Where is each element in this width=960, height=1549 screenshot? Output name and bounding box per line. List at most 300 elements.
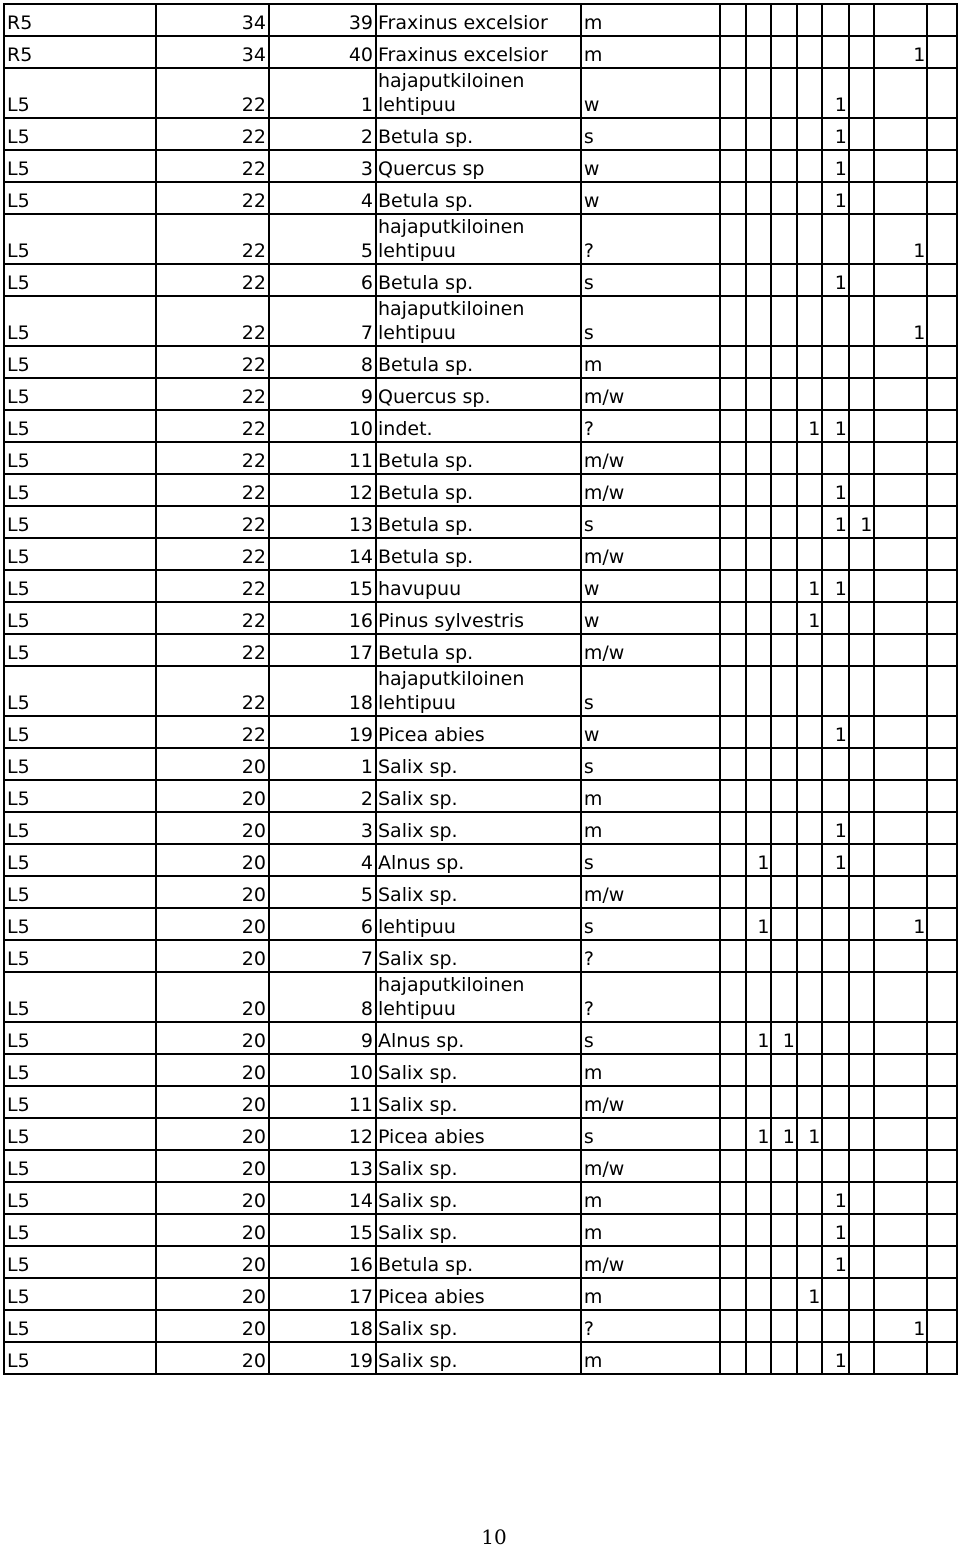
flag-cell-1 xyxy=(720,214,745,264)
species-cell: Alnus sp. xyxy=(376,844,581,876)
plot-cell: 22 xyxy=(156,442,269,474)
site-cell: L5 xyxy=(4,570,156,602)
flag-cell-3 xyxy=(771,812,796,844)
flag-cell-2: 1 xyxy=(746,1118,771,1150)
flag-cell-3 xyxy=(771,1214,796,1246)
plot-cell: 20 xyxy=(156,1086,269,1118)
type-cell: ? xyxy=(581,410,721,442)
flag-cell-6 xyxy=(849,972,874,1022)
flag-cell-4 xyxy=(797,214,822,264)
empty-cell xyxy=(927,378,957,410)
site-cell: L5 xyxy=(4,1310,156,1342)
flag-cell-7 xyxy=(874,716,927,748)
flag-cell-3 xyxy=(771,748,796,780)
empty-cell xyxy=(927,780,957,812)
flag-cell-5 xyxy=(822,1278,849,1310)
site-cell: L5 xyxy=(4,442,156,474)
flag-cell-2 xyxy=(746,1086,771,1118)
flag-cell-6 xyxy=(849,1278,874,1310)
flag-cell-6 xyxy=(849,634,874,666)
type-cell: m/w xyxy=(581,442,721,474)
flag-cell-2 xyxy=(746,36,771,68)
species-cell: Betula sp. xyxy=(376,474,581,506)
flag-cell-4 xyxy=(797,68,822,118)
type-cell: m/w xyxy=(581,876,721,908)
flag-cell-4 xyxy=(797,264,822,296)
plot-cell: 22 xyxy=(156,570,269,602)
flag-cell-3 xyxy=(771,538,796,570)
tree-number-cell: 12 xyxy=(269,1118,376,1150)
flag-cell-3 xyxy=(771,442,796,474)
table-row xyxy=(4,570,957,602)
flag-cell-5 xyxy=(822,602,849,634)
flag-cell-5: 1 xyxy=(822,1214,849,1246)
plot-cell: 20 xyxy=(156,1182,269,1214)
type-cell: ? xyxy=(581,214,721,264)
flag-cell-3 xyxy=(771,716,796,748)
flag-cell-7 xyxy=(874,378,927,410)
species-cell: hajaputkiloinen lehtipuu xyxy=(376,214,581,264)
flag-cell-4 xyxy=(797,1182,822,1214)
flag-cell-1 xyxy=(720,4,745,36)
flag-cell-2 xyxy=(746,410,771,442)
empty-cell xyxy=(927,1182,957,1214)
flag-cell-6 xyxy=(849,844,874,876)
flag-cell-7 xyxy=(874,1086,927,1118)
flag-cell-7 xyxy=(874,68,927,118)
tree-number-cell: 14 xyxy=(269,538,376,570)
tree-number-cell: 18 xyxy=(269,1310,376,1342)
flag-cell-7 xyxy=(874,666,927,716)
flag-cell-2 xyxy=(746,378,771,410)
flag-cell-1 xyxy=(720,876,745,908)
flag-cell-5 xyxy=(822,1310,849,1342)
flag-cell-5 xyxy=(822,36,849,68)
tree-number-cell: 1 xyxy=(269,748,376,780)
flag-cell-3 xyxy=(771,4,796,36)
flag-cell-4 xyxy=(797,538,822,570)
empty-cell xyxy=(927,264,957,296)
site-cell: L5 xyxy=(4,118,156,150)
site-cell: L5 xyxy=(4,1182,156,1214)
flag-cell-1 xyxy=(720,296,745,346)
site-cell: L5 xyxy=(4,1054,156,1086)
flag-cell-1 xyxy=(720,1054,745,1086)
flag-cell-4 xyxy=(797,812,822,844)
flag-cell-7 xyxy=(874,346,927,378)
flag-cell-6 xyxy=(849,378,874,410)
table-row xyxy=(4,1214,957,1246)
tree-number-cell: 7 xyxy=(269,296,376,346)
table-row xyxy=(4,296,957,346)
site-cell: L5 xyxy=(4,634,156,666)
flag-cell-4 xyxy=(797,1310,822,1342)
flag-cell-7: 1 xyxy=(874,296,927,346)
flag-cell-4 xyxy=(797,1342,822,1374)
empty-cell xyxy=(927,602,957,634)
site-cell: R5 xyxy=(4,4,156,36)
table-row xyxy=(4,634,957,666)
site-cell: L5 xyxy=(4,1022,156,1054)
flag-cell-1 xyxy=(720,1182,745,1214)
flag-cell-3 xyxy=(771,634,796,666)
flag-cell-3 xyxy=(771,908,796,940)
site-cell: L5 xyxy=(4,876,156,908)
flag-cell-7 xyxy=(874,1118,927,1150)
flag-cell-5 xyxy=(822,214,849,264)
flag-cell-4: 1 xyxy=(797,1118,822,1150)
flag-cell-2 xyxy=(746,442,771,474)
tree-number-cell: 5 xyxy=(269,876,376,908)
species-cell: Salix sp. xyxy=(376,780,581,812)
species-cell: Salix sp. xyxy=(376,1150,581,1182)
flag-cell-6 xyxy=(849,182,874,214)
flag-cell-5: 1 xyxy=(822,264,849,296)
flag-cell-1 xyxy=(720,1118,745,1150)
flag-cell-6 xyxy=(849,1118,874,1150)
flag-cell-2 xyxy=(746,118,771,150)
flag-cell-7 xyxy=(874,876,927,908)
tree-number-cell: 2 xyxy=(269,118,376,150)
tree-number-cell: 9 xyxy=(269,1022,376,1054)
empty-cell xyxy=(927,876,957,908)
empty-cell xyxy=(927,214,957,264)
flag-cell-7 xyxy=(874,780,927,812)
empty-cell xyxy=(927,908,957,940)
flag-cell-1 xyxy=(720,410,745,442)
flag-cell-2 xyxy=(746,474,771,506)
flag-cell-5 xyxy=(822,908,849,940)
flag-cell-6 xyxy=(849,36,874,68)
flag-cell-5 xyxy=(822,876,849,908)
site-cell: L5 xyxy=(4,972,156,1022)
flag-cell-3 xyxy=(771,410,796,442)
type-cell: m/w xyxy=(581,634,721,666)
flag-cell-2 xyxy=(746,538,771,570)
type-cell: m/w xyxy=(581,474,721,506)
flag-cell-3 xyxy=(771,296,796,346)
empty-cell xyxy=(927,940,957,972)
plot-cell: 22 xyxy=(156,602,269,634)
site-cell: L5 xyxy=(4,182,156,214)
site-cell: L5 xyxy=(4,346,156,378)
type-cell: m xyxy=(581,780,721,812)
flag-cell-3 xyxy=(771,36,796,68)
species-cell: Salix sp. xyxy=(376,1342,581,1374)
species-cell: Picea abies xyxy=(376,1278,581,1310)
empty-cell xyxy=(927,1118,957,1150)
species-cell: Salix sp. xyxy=(376,940,581,972)
plot-cell: 20 xyxy=(156,748,269,780)
site-cell: L5 xyxy=(4,748,156,780)
table-row xyxy=(4,1086,957,1118)
flag-cell-1 xyxy=(720,1022,745,1054)
type-cell: s xyxy=(581,264,721,296)
tree-number-cell: 3 xyxy=(269,812,376,844)
tree-number-cell: 6 xyxy=(269,264,376,296)
type-cell: m xyxy=(581,1054,721,1086)
flag-cell-6 xyxy=(849,1086,874,1118)
type-cell: m xyxy=(581,1278,721,1310)
flag-cell-4: 1 xyxy=(797,602,822,634)
flag-cell-1 xyxy=(720,780,745,812)
type-cell: ? xyxy=(581,1310,721,1342)
flag-cell-7 xyxy=(874,538,927,570)
flag-cell-7 xyxy=(874,1022,927,1054)
flag-cell-7 xyxy=(874,4,927,36)
flag-cell-5: 1 xyxy=(822,844,849,876)
empty-cell xyxy=(927,538,957,570)
plot-cell: 20 xyxy=(156,1118,269,1150)
flag-cell-6 xyxy=(849,4,874,36)
flag-cell-6 xyxy=(849,1310,874,1342)
flag-cell-5 xyxy=(822,780,849,812)
flag-cell-7 xyxy=(874,1342,927,1374)
flag-cell-1 xyxy=(720,538,745,570)
flag-cell-4 xyxy=(797,666,822,716)
empty-cell xyxy=(927,474,957,506)
empty-cell xyxy=(927,1150,957,1182)
table-row xyxy=(4,812,957,844)
tree-number-cell: 15 xyxy=(269,570,376,602)
flag-cell-7 xyxy=(874,634,927,666)
type-cell: m/w xyxy=(581,1086,721,1118)
flag-cell-3 xyxy=(771,182,796,214)
table-row xyxy=(4,150,957,182)
flag-cell-3 xyxy=(771,570,796,602)
flag-cell-6 xyxy=(849,1246,874,1278)
flag-cell-4 xyxy=(797,1086,822,1118)
type-cell: w xyxy=(581,68,721,118)
flag-cell-3 xyxy=(771,940,796,972)
empty-cell xyxy=(927,4,957,36)
flag-cell-1 xyxy=(720,118,745,150)
flag-cell-3 xyxy=(771,506,796,538)
flag-cell-5 xyxy=(822,296,849,346)
table-row xyxy=(4,1246,957,1278)
flag-cell-6 xyxy=(849,474,874,506)
flag-cell-2 xyxy=(746,634,771,666)
flag-cell-5 xyxy=(822,1022,849,1054)
type-cell: w xyxy=(581,182,721,214)
flag-cell-7 xyxy=(874,150,927,182)
plot-cell: 20 xyxy=(156,1278,269,1310)
species-cell: Salix sp. xyxy=(376,876,581,908)
empty-cell xyxy=(927,1246,957,1278)
flag-cell-2 xyxy=(746,182,771,214)
tree-number-cell: 40 xyxy=(269,36,376,68)
tree-number-cell: 4 xyxy=(269,844,376,876)
plot-cell: 22 xyxy=(156,506,269,538)
flag-cell-3 xyxy=(771,1054,796,1086)
flag-cell-4 xyxy=(797,972,822,1022)
flag-cell-7 xyxy=(874,410,927,442)
site-cell: L5 xyxy=(4,264,156,296)
empty-cell xyxy=(927,634,957,666)
table-row xyxy=(4,748,957,780)
flag-cell-4 xyxy=(797,940,822,972)
flag-cell-7 xyxy=(874,1182,927,1214)
plot-cell: 20 xyxy=(156,908,269,940)
type-cell: m xyxy=(581,4,721,36)
flag-cell-4 xyxy=(797,876,822,908)
flag-cell-6 xyxy=(849,264,874,296)
flag-cell-2: 1 xyxy=(746,844,771,876)
table-row xyxy=(4,1054,957,1086)
tree-number-cell: 1 xyxy=(269,68,376,118)
flag-cell-3 xyxy=(771,378,796,410)
species-cell: Betula sp. xyxy=(376,1246,581,1278)
plot-cell: 22 xyxy=(156,118,269,150)
flag-cell-3 xyxy=(771,972,796,1022)
flag-cell-4 xyxy=(797,4,822,36)
flag-cell-2 xyxy=(746,1278,771,1310)
flag-cell-7: 1 xyxy=(874,36,927,68)
flag-cell-2 xyxy=(746,506,771,538)
site-cell: L5 xyxy=(4,1214,156,1246)
plot-cell: 22 xyxy=(156,378,269,410)
flag-cell-2 xyxy=(746,716,771,748)
flag-cell-6 xyxy=(849,296,874,346)
site-cell: L5 xyxy=(4,150,156,182)
empty-cell xyxy=(927,1086,957,1118)
flag-cell-6 xyxy=(849,748,874,780)
type-cell: s xyxy=(581,506,721,538)
type-cell: m xyxy=(581,812,721,844)
empty-cell xyxy=(927,182,957,214)
species-cell: Pinus sylvestris xyxy=(376,602,581,634)
flag-cell-2 xyxy=(746,748,771,780)
tree-number-cell: 6 xyxy=(269,908,376,940)
flag-cell-5: 1 xyxy=(822,570,849,602)
flag-cell-3 xyxy=(771,780,796,812)
type-cell: m xyxy=(581,36,721,68)
table-row xyxy=(4,716,957,748)
table-row xyxy=(4,1342,957,1374)
flag-cell-1 xyxy=(720,940,745,972)
plot-cell: 34 xyxy=(156,36,269,68)
plot-cell: 20 xyxy=(156,844,269,876)
type-cell: s xyxy=(581,118,721,150)
flag-cell-2 xyxy=(746,346,771,378)
flag-cell-6 xyxy=(849,346,874,378)
site-cell: L5 xyxy=(4,908,156,940)
empty-cell xyxy=(927,972,957,1022)
flag-cell-5 xyxy=(822,940,849,972)
plot-cell: 20 xyxy=(156,876,269,908)
flag-cell-2 xyxy=(746,1182,771,1214)
tree-number-cell: 39 xyxy=(269,4,376,36)
plot-cell: 22 xyxy=(156,634,269,666)
flag-cell-2 xyxy=(746,1246,771,1278)
empty-cell xyxy=(927,666,957,716)
table-row xyxy=(4,1182,957,1214)
table-row xyxy=(4,36,957,68)
tree-number-cell: 19 xyxy=(269,1342,376,1374)
table-row xyxy=(4,666,957,716)
table-row xyxy=(4,410,957,442)
flag-cell-2 xyxy=(746,876,771,908)
table-row xyxy=(4,118,957,150)
species-cell: Betula sp. xyxy=(376,538,581,570)
site-cell: L5 xyxy=(4,1086,156,1118)
flag-cell-7 xyxy=(874,1150,927,1182)
flag-cell-3 xyxy=(771,68,796,118)
species-cell: Picea abies xyxy=(376,1118,581,1150)
flag-cell-4 xyxy=(797,182,822,214)
empty-cell xyxy=(927,748,957,780)
type-cell: m xyxy=(581,346,721,378)
flag-cell-7 xyxy=(874,972,927,1022)
plot-cell: 20 xyxy=(156,1310,269,1342)
flag-cell-4 xyxy=(797,716,822,748)
flag-cell-4 xyxy=(797,1214,822,1246)
type-cell: w xyxy=(581,716,721,748)
flag-cell-4 xyxy=(797,634,822,666)
empty-cell xyxy=(927,716,957,748)
type-cell: m xyxy=(581,1342,721,1374)
flag-cell-7 xyxy=(874,844,927,876)
flag-cell-4: 1 xyxy=(797,410,822,442)
site-cell: L5 xyxy=(4,844,156,876)
flag-cell-6 xyxy=(849,68,874,118)
species-cell: hajaputkiloinen lehtipuu xyxy=(376,666,581,716)
flag-cell-5 xyxy=(822,748,849,780)
flag-cell-3 xyxy=(771,118,796,150)
site-cell: L5 xyxy=(4,538,156,570)
plot-cell: 20 xyxy=(156,940,269,972)
flag-cell-4 xyxy=(797,908,822,940)
flag-cell-4 xyxy=(797,780,822,812)
flag-cell-3 xyxy=(771,150,796,182)
type-cell: m xyxy=(581,1182,721,1214)
flag-cell-6 xyxy=(849,1214,874,1246)
flag-cell-7 xyxy=(874,264,927,296)
site-cell: L5 xyxy=(4,1278,156,1310)
flag-cell-4: 1 xyxy=(797,1278,822,1310)
flag-cell-1 xyxy=(720,844,745,876)
flag-cell-1 xyxy=(720,1214,745,1246)
species-cell: Betula sp. xyxy=(376,634,581,666)
flag-cell-3 xyxy=(771,1278,796,1310)
tree-number-cell: 13 xyxy=(269,1150,376,1182)
flag-cell-7 xyxy=(874,182,927,214)
flag-cell-5: 1 xyxy=(822,68,849,118)
flag-cell-2 xyxy=(746,214,771,264)
plot-cell: 22 xyxy=(156,150,269,182)
plot-cell: 20 xyxy=(156,812,269,844)
table-row xyxy=(4,538,957,570)
flag-cell-6 xyxy=(849,1054,874,1086)
flag-cell-2 xyxy=(746,570,771,602)
flag-cell-5 xyxy=(822,442,849,474)
species-cell: hajaputkiloinen lehtipuu xyxy=(376,68,581,118)
page-number: 10 xyxy=(481,1525,507,1549)
site-cell: L5 xyxy=(4,1342,156,1374)
flag-cell-2 xyxy=(746,812,771,844)
plot-cell: 20 xyxy=(156,1054,269,1086)
plot-cell: 22 xyxy=(156,666,269,716)
site-cell: L5 xyxy=(4,1246,156,1278)
flag-cell-1 xyxy=(720,570,745,602)
flag-cell-1 xyxy=(720,602,745,634)
site-cell: L5 xyxy=(4,812,156,844)
tree-number-cell: 14 xyxy=(269,1182,376,1214)
flag-cell-2 xyxy=(746,602,771,634)
tree-number-cell: 8 xyxy=(269,346,376,378)
flag-cell-3 xyxy=(771,1150,796,1182)
table-row xyxy=(4,506,957,538)
